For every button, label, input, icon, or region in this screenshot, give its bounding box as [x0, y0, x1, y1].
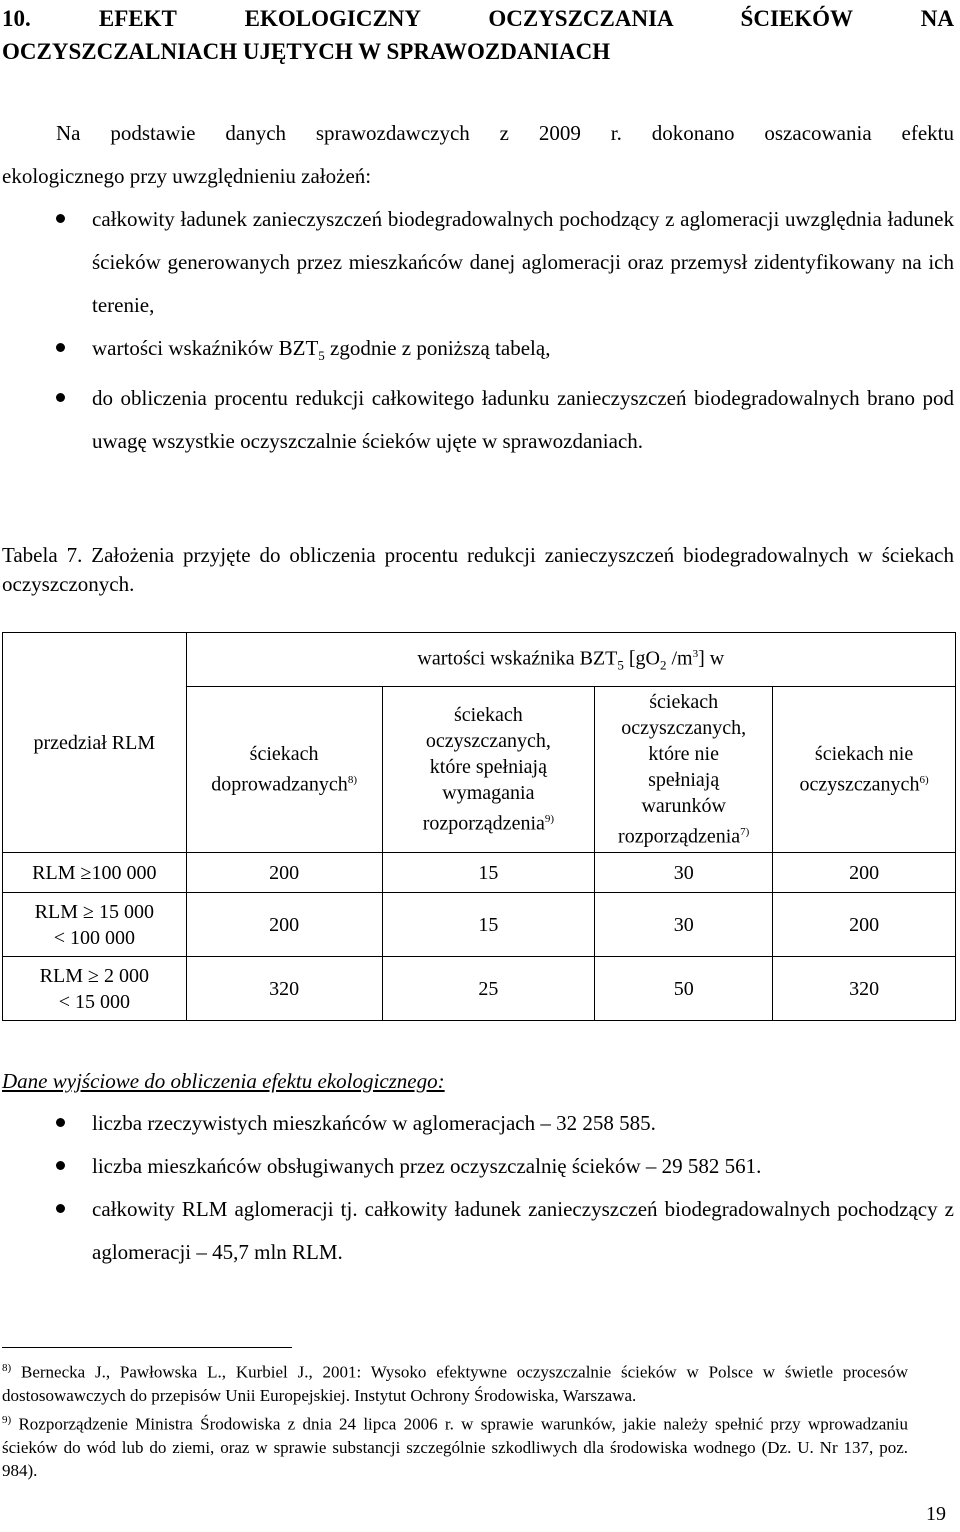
input-data-list: [0, 1102, 954, 1274]
value-compliant: 15: [382, 893, 595, 957]
assumption-text: całkowity ładunek zanieczyszczeń biodegradowalnych pochodzący z aglomeracji uwzględnia ładunek ścieków generowanych przez mieszkańców danej aglomeracji oraz przemysł zidentyfikowany na ich terenie,: [92, 207, 954, 317]
footnote-mark: 8): [2, 1362, 12, 1374]
header-col-compliant: ściekach oczyszczanych, które spełniają wymagania rozporządzenia$^{9)}$: [382, 687, 595, 853]
assumption-text: do obliczenia procentu redukcji całkowitego ładunku zanieczyszczeń biodegradowalnych brano pod uwagę wszystkie oczyszczalnie ścieków ujęte w sprawozdaniach.: [92, 386, 954, 454]
page-number: 19: [926, 1503, 946, 1525]
footnote-mark: 9): [2, 1414, 12, 1426]
header-bzt-group: wartości wskaźnika $BZT_5$ [$gO_2$ $/m^3$] w: [186, 633, 955, 687]
value-noncompliant: 30: [595, 853, 773, 893]
heading-line-1: 10. EFEKT EKOLOGICZNY OCZYSZCZANIA ŚCIEKÓW NA: [2, 6, 954, 31]
input-data-text: liczba mieszkańców obsługiwanych przez oczyszczalnię ścieków – 29 582 561.: [92, 1154, 762, 1178]
value-noncompliant: 50: [595, 957, 773, 1021]
intro-line-1: Na podstawie danych sprawozdawczych z 2009 r. dokonano oszacowania efektu: [56, 121, 954, 145]
bullet-icon: [56, 1118, 65, 1127]
bullet-icon: [56, 343, 65, 352]
list-item: [0, 1145, 954, 1188]
header-rlm: przedział RLM: [3, 633, 187, 853]
footnote-text: Rozporządzenie Ministra Środowiska z dnia 24 lipca 2006 r. w sprawie warunków, jakie należy spełnić przy wprowadzaniu ścieków do wód lub do ziemi, oraz w sprawie substancji szczególnie szkodliwych dla środowiska wodnego (Dz. U. Nr 137, poz. 984).: [2, 1414, 908, 1480]
list-item: [0, 1102, 954, 1145]
rlm-range: RLM ≥ 15 000 < 100 000: [3, 893, 187, 957]
bullet-icon: [56, 1161, 65, 1170]
list-item: [0, 327, 954, 377]
section-heading: [2, 2, 954, 68]
assumptions-list: [0, 198, 954, 463]
value-inflow: 200: [186, 893, 382, 957]
value-untreated: 200: [773, 893, 956, 957]
value-untreated: 320: [773, 957, 956, 1021]
heading-line-2: OCZYSZCZALNIACH UJĘTYCH W SPRAWOZDANIACH: [2, 39, 611, 64]
table-caption: Tabela 7. Założenia przyjęte do obliczenia procentu redukcji zanieczyszczeń biodegradowalnych w ściekach oczyszczonych.: [2, 543, 954, 596]
value-noncompliant: 30: [595, 893, 773, 957]
footnote-separator: [2, 1347, 292, 1348]
bullet-icon: [56, 214, 65, 223]
value-inflow: 200: [186, 853, 382, 893]
input-data-text: liczba rzeczywistych mieszkańców w aglomeracjach – 32 258 585.: [92, 1111, 656, 1135]
footnote-text: Bernecka J., Pawłowska L., Kurbiel J., 2001: Wysoko efektywne oczyszczalnie ścieków w Polsce w świetle procesów dostosowawczych do przepisów Unii Europejskiej. Instytut Ochrony Środowiska, Warszawa.: [2, 1362, 908, 1405]
value-untreated: 200: [773, 853, 956, 893]
header-col-noncompliant: ściekach oczyszczanych, które nie spełniają warunków rozporządzenia$^{7)}$: [595, 687, 773, 853]
input-data-text: całkowity RLM aglomeracji tj. całkowity ładunek zanieczyszczeń biodegradowalnych pochodzący z aglomeracji – 45,7 mln RLM.: [92, 1197, 954, 1264]
rlm-range: RLM ≥100 000: [3, 853, 187, 893]
value-compliant: 25: [382, 957, 595, 1021]
table-row: [3, 853, 956, 893]
header-col-untreated: ściekach nie oczyszczanych$^{6)}$: [773, 687, 956, 853]
footnote: [2, 1409, 908, 1482]
table-row: [3, 957, 956, 1021]
table-row: [3, 893, 956, 957]
assumption-text: wartości wskaźników BZT: [92, 336, 319, 360]
value-inflow: 320: [186, 957, 382, 1021]
value-compliant: 15: [382, 853, 595, 893]
bullet-icon: [56, 393, 65, 402]
intro-line-2: ekologicznego przy uwzględnieniu założeń:: [2, 164, 372, 188]
rlm-range: RLM ≥ 2 000 < 15 000: [3, 957, 187, 1021]
list-item: [0, 377, 954, 463]
list-item: [0, 198, 954, 327]
table-header-row: [3, 633, 956, 687]
list-item: [0, 1188, 954, 1274]
assumption-text: zgodnie z poniższą tabelą,: [324, 336, 551, 360]
input-data-label: Dane wyjściowe do obliczenia efektu ekologicznego:: [2, 1069, 445, 1093]
footnote: [2, 1357, 908, 1407]
bullet-icon: [56, 1204, 65, 1213]
subscript: 5: [318, 348, 325, 364]
assumptions-table: [2, 632, 956, 1021]
header-col-inflow: ściekach doprowadzanych$^{8)}$: [186, 687, 382, 853]
